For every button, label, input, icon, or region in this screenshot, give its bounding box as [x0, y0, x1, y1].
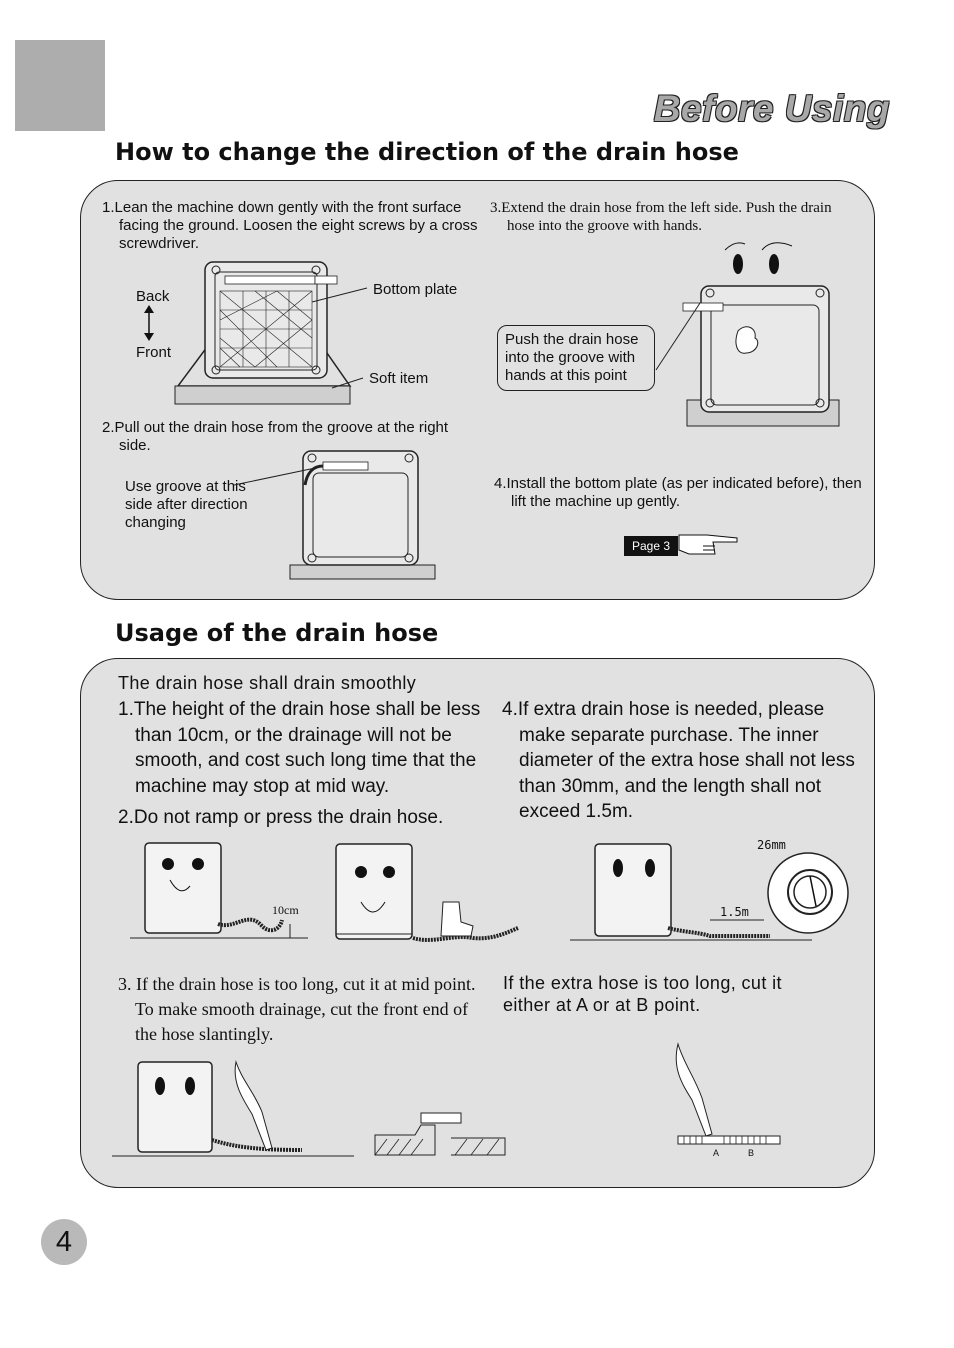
usage-item-3: 3. If the drain hose is too long, cut it at mid point. To make smooth drainage, cut the front end of the hose slantingly.	[118, 974, 476, 1044]
section2-title: Usage of the drain hose	[115, 619, 439, 647]
step4-text: 4.Install the bottom plate (as per indicated before), then lift the machine up gently.	[494, 475, 862, 510]
cut-point-ab-figure	[670, 1040, 785, 1150]
label-10cm: 10cm	[272, 903, 299, 917]
hose-height-figure	[130, 838, 310, 942]
usage-intro-text: The drain hose shall drain smoothly	[118, 673, 417, 693]
page-number: 4	[41, 1219, 87, 1265]
label-back: Back	[136, 288, 170, 305]
label-soft-item: Soft item	[369, 370, 429, 387]
extra-hose-note: If the extra hose is too long, cut it either at A or at B point.	[503, 973, 782, 1015]
usage-item-4: 4.If extra drain hose is needed, please make separate purchase. The inner diameter of the extra hose shall not less than 30mm, and the length shall not exceed 1.5m.	[502, 699, 855, 822]
step3-text: 3.Extend the drain hose from the left side. Push the drain hose into the groove with hands.	[490, 200, 832, 234]
page-header-title: Before Using	[653, 88, 890, 129]
label-1-5m: 1.5m	[720, 905, 749, 919]
hose-press-figure	[333, 842, 528, 946]
label-26mm: 26mm	[757, 838, 786, 852]
label-use-groove: Use groove at this side after direction changing	[125, 478, 248, 531]
step2-text: 2.Pull out the drain hose from the groove at the right side.	[102, 419, 449, 454]
label-point-b: B	[748, 1148, 755, 1158]
slant-cut-figure	[375, 1105, 510, 1160]
usage-item-1: 1.The height of the drain hose shall be less than 10cm, or the drainage will not be smooth, and cost such long time that the machine may stop at mid way.	[118, 699, 481, 797]
label-bottom-plate: Bottom plate	[373, 281, 458, 298]
usage-item-2: 2.Do not ramp or press the drain hose.	[118, 807, 444, 828]
extra-hose-figure	[570, 836, 855, 944]
step1-text: 1.Lean the machine down gently with the front surface facing the ground. Loosen the eight screws by a cross screwdriver.	[102, 199, 478, 252]
section1-title: How to change the direction of the drain hose	[115, 138, 739, 166]
push-hose-callout: Push the drain hose into the groove with hands at this point	[497, 325, 655, 391]
page-reference-badge: Page 3	[624, 536, 678, 556]
pointing-hand-icon	[679, 532, 741, 558]
cut-hose-figure	[112, 1052, 357, 1160]
label-front: Front	[136, 344, 172, 361]
label-point-a: A	[713, 1148, 720, 1158]
